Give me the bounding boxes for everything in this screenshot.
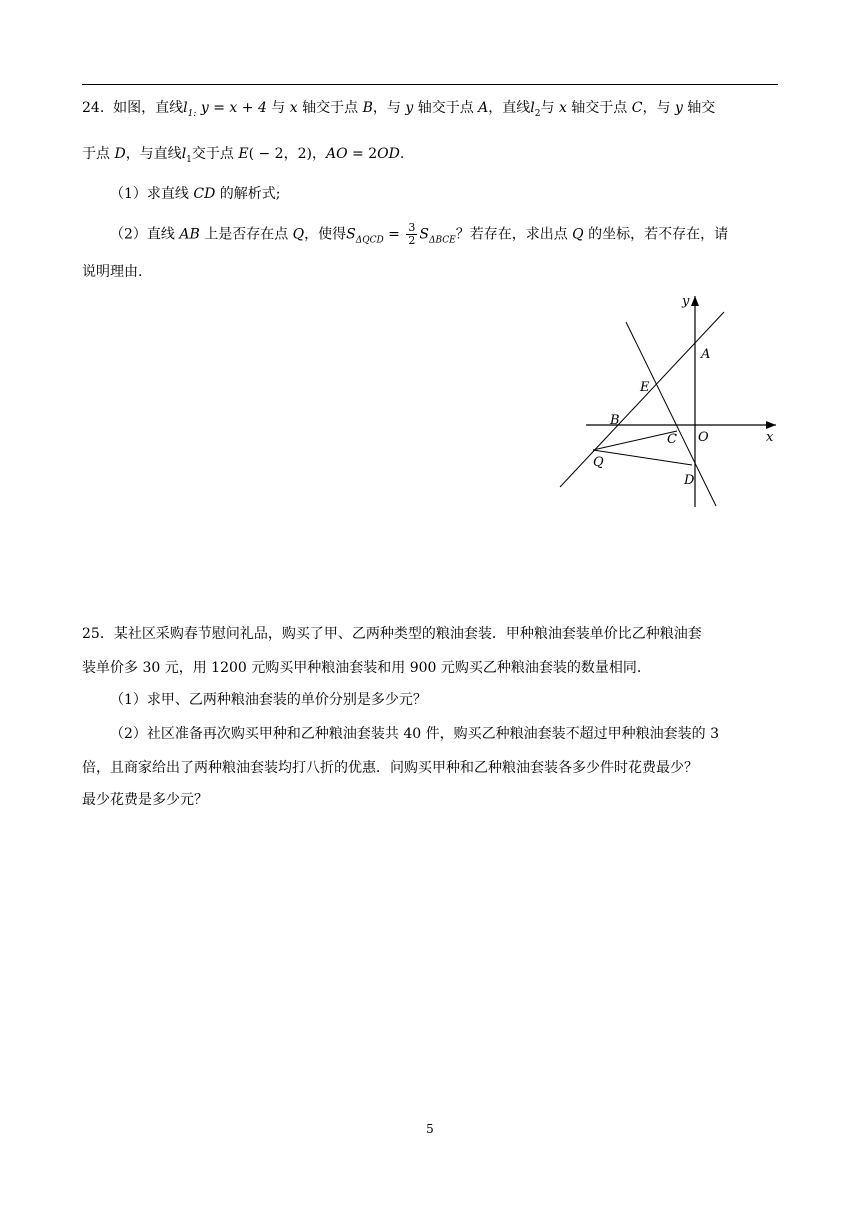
q25-part2-line1: （2）社区准备再次购买甲种和乙种粮油套装共 40 件，购买乙种粮油套装不超过甲种粮油套装的 3	[110, 726, 719, 742]
q24-part2-line2: 说明理由.	[82, 264, 143, 280]
label-y: y	[682, 294, 690, 309]
q24-part2: （2）直线 AB 上是否存在点 Q，使得$S_{\Delta QCD}$ = $\frac{3}{2}$ $S_{\Delta BCE}$？若存在，求出点 Q 的坐标，若不存在，请	[110, 221, 729, 247]
label-A: A	[701, 347, 711, 362]
x-axis-arrow	[766, 421, 776, 429]
q24-line1: 24. 如图，直线$l_{1:}$ y = x + 4 与 x 轴交于点 B，与 y 轴交于点 A，直线$l_2$与 x 轴交于点 C，与 y 轴交	[82, 100, 716, 119]
q25-part1: （1）求甲、乙两种粮油套装的单价分别是多少元？	[110, 692, 427, 708]
segment-QD	[593, 450, 692, 465]
q25-line2: 装单价多 30 元，用 1200 元购买甲种粮油套装和用 900 元购买乙种粮油套装的数量相同.	[82, 660, 642, 676]
q25-part2-line2: 倍，且商家给出了两种粮油套装均打八折的优惠．问购买甲种和乙种粮油套装各多少件时花费最少？	[82, 760, 698, 776]
segment-QC	[593, 431, 677, 450]
label-B: B	[610, 413, 620, 428]
label-D: D	[684, 473, 695, 488]
fraction-three-halves: $\frac{3}{2}$	[408, 221, 416, 247]
label-E: E	[640, 380, 650, 395]
coordinate-figure	[556, 292, 786, 512]
line-l1	[560, 312, 724, 487]
q24-part1: （1）求直线 CD 的解析式;	[110, 186, 281, 202]
page-number: 5	[426, 1122, 434, 1136]
label-Q: Q	[593, 455, 604, 470]
label-C: C	[667, 432, 677, 447]
label-x: x	[766, 430, 774, 445]
q25-part2-line3: 最少花费是多少元？	[82, 792, 208, 808]
y-axis-arrow	[691, 296, 699, 306]
label-O: O	[698, 430, 709, 445]
header-rule	[82, 84, 778, 85]
q25-line1: 25．某社区采购春节慰问礼品，购买了甲、乙两种类型的粮油套装．甲种粮油套装单价比乙种粮油套	[82, 626, 702, 642]
q24-line2: 于点 D，与直线$l_1$交于点 E( − 2，2)，AO = 2OD.	[82, 146, 405, 165]
figure-svg	[556, 292, 786, 512]
